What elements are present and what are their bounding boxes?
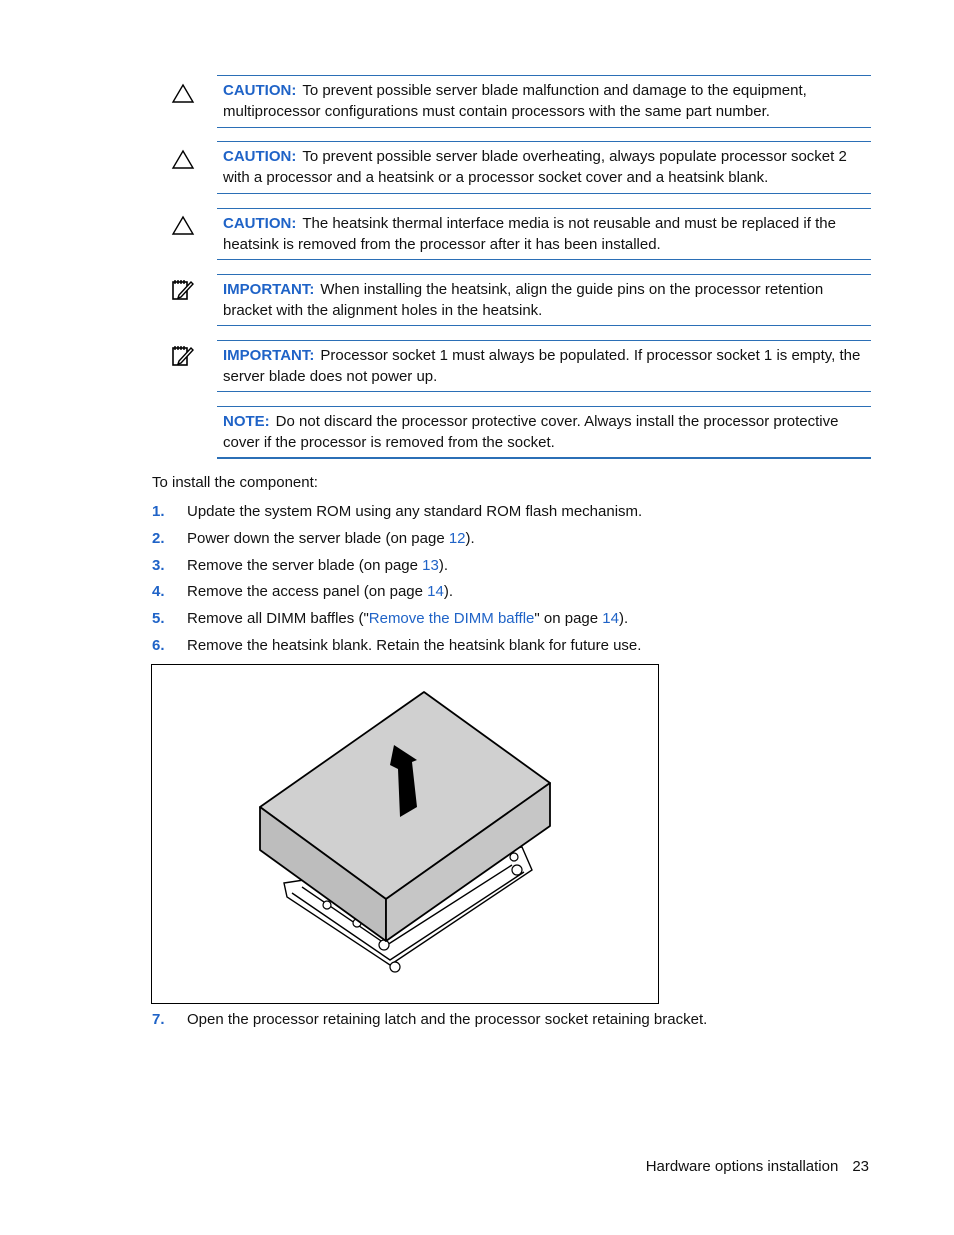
- page-number: 23: [852, 1158, 869, 1175]
- important-notepad-icon: [170, 278, 196, 302]
- step-number: 2.: [152, 530, 165, 547]
- notice-label: CAUTION:: [223, 82, 297, 99]
- notice-text: Do not discard the processor protective cover. Always install the processor protective cover if the processor is removed from the socket.: [223, 413, 839, 451]
- notice-text: The heatsink thermal interface media is not reusable and must be replaced if the heatsink is removed from the processor after it has been installed.: [223, 215, 836, 253]
- section-link[interactable]: Remove the DIMM baffle: [368, 610, 535, 627]
- caution-triangle-icon: [170, 82, 196, 106]
- step-number: 4.: [152, 583, 165, 600]
- notice-text: Processor socket 1 must always be populated. If processor socket 1 is empty, the server blade does not power up.: [223, 347, 861, 385]
- important-notepad-icon: [170, 344, 196, 368]
- caution-triangle-icon: [170, 214, 196, 238]
- step-text: Update the system ROM using any standard ROM flash mechanism.: [187, 503, 643, 520]
- notice-label: CAUTION:: [223, 215, 297, 232]
- important-notice: [217, 340, 871, 392]
- step-text: Remove the access panel (on page 14).: [187, 583, 454, 600]
- notice-label: CAUTION:: [223, 148, 297, 165]
- intro-text: To install the component:: [152, 474, 318, 491]
- step-number: 5.: [152, 610, 165, 627]
- caution-notice: [217, 208, 871, 260]
- notice-label: NOTE:: [223, 413, 270, 430]
- step-number: 6.: [152, 637, 165, 654]
- caution-notice: [217, 75, 871, 128]
- step-number: 7.: [152, 1011, 165, 1028]
- heatsink-illustration: [152, 665, 658, 1003]
- step-number: 1.: [152, 503, 165, 520]
- step-number: 3.: [152, 557, 165, 574]
- notice-label: IMPORTANT:: [223, 281, 315, 298]
- step-text: Open the processor retaining latch and the processor socket retaining bracket.: [187, 1011, 708, 1028]
- important-notice: [217, 274, 871, 326]
- notice-text: To prevent possible server blade malfunction and damage to the equipment, multiprocessor configurations must contain processors with the same part number.: [223, 82, 807, 120]
- notice-text: When installing the heatsink, align the guide pins on the processor retention bracket with the alignment holes in the heatsink.: [223, 281, 824, 319]
- page-link[interactable]: 14: [427, 583, 444, 600]
- notice-label: IMPORTANT:: [223, 347, 315, 364]
- page-link[interactable]: 13: [422, 557, 439, 574]
- page-link[interactable]: 12: [448, 530, 466, 547]
- notice-text: To prevent possible server blade overheating, always populate processor socket 2 with a processor and a heatsink or a processor socket cover and a heatsink blank.: [223, 148, 847, 186]
- step-text: Remove all DIMM baffles ("Remove the DIMM baffle" on page 14).: [187, 610, 629, 627]
- step-text: Remove the server blade (on page 13).: [187, 557, 448, 574]
- caution-notice: [217, 141, 871, 194]
- note-notice: [217, 406, 871, 459]
- page-link[interactable]: 14: [602, 610, 619, 627]
- footer-section-title: Hardware options installation: [645, 1158, 839, 1175]
- step-text: Power down the server blade (on page 12).: [187, 530, 475, 547]
- heatsink-removal-figure: [151, 664, 659, 1004]
- caution-triangle-icon: [170, 148, 196, 172]
- page-footer: [646, 1158, 869, 1175]
- step-text: Remove the heatsink blank. Retain the heatsink blank for future use.: [187, 637, 642, 654]
